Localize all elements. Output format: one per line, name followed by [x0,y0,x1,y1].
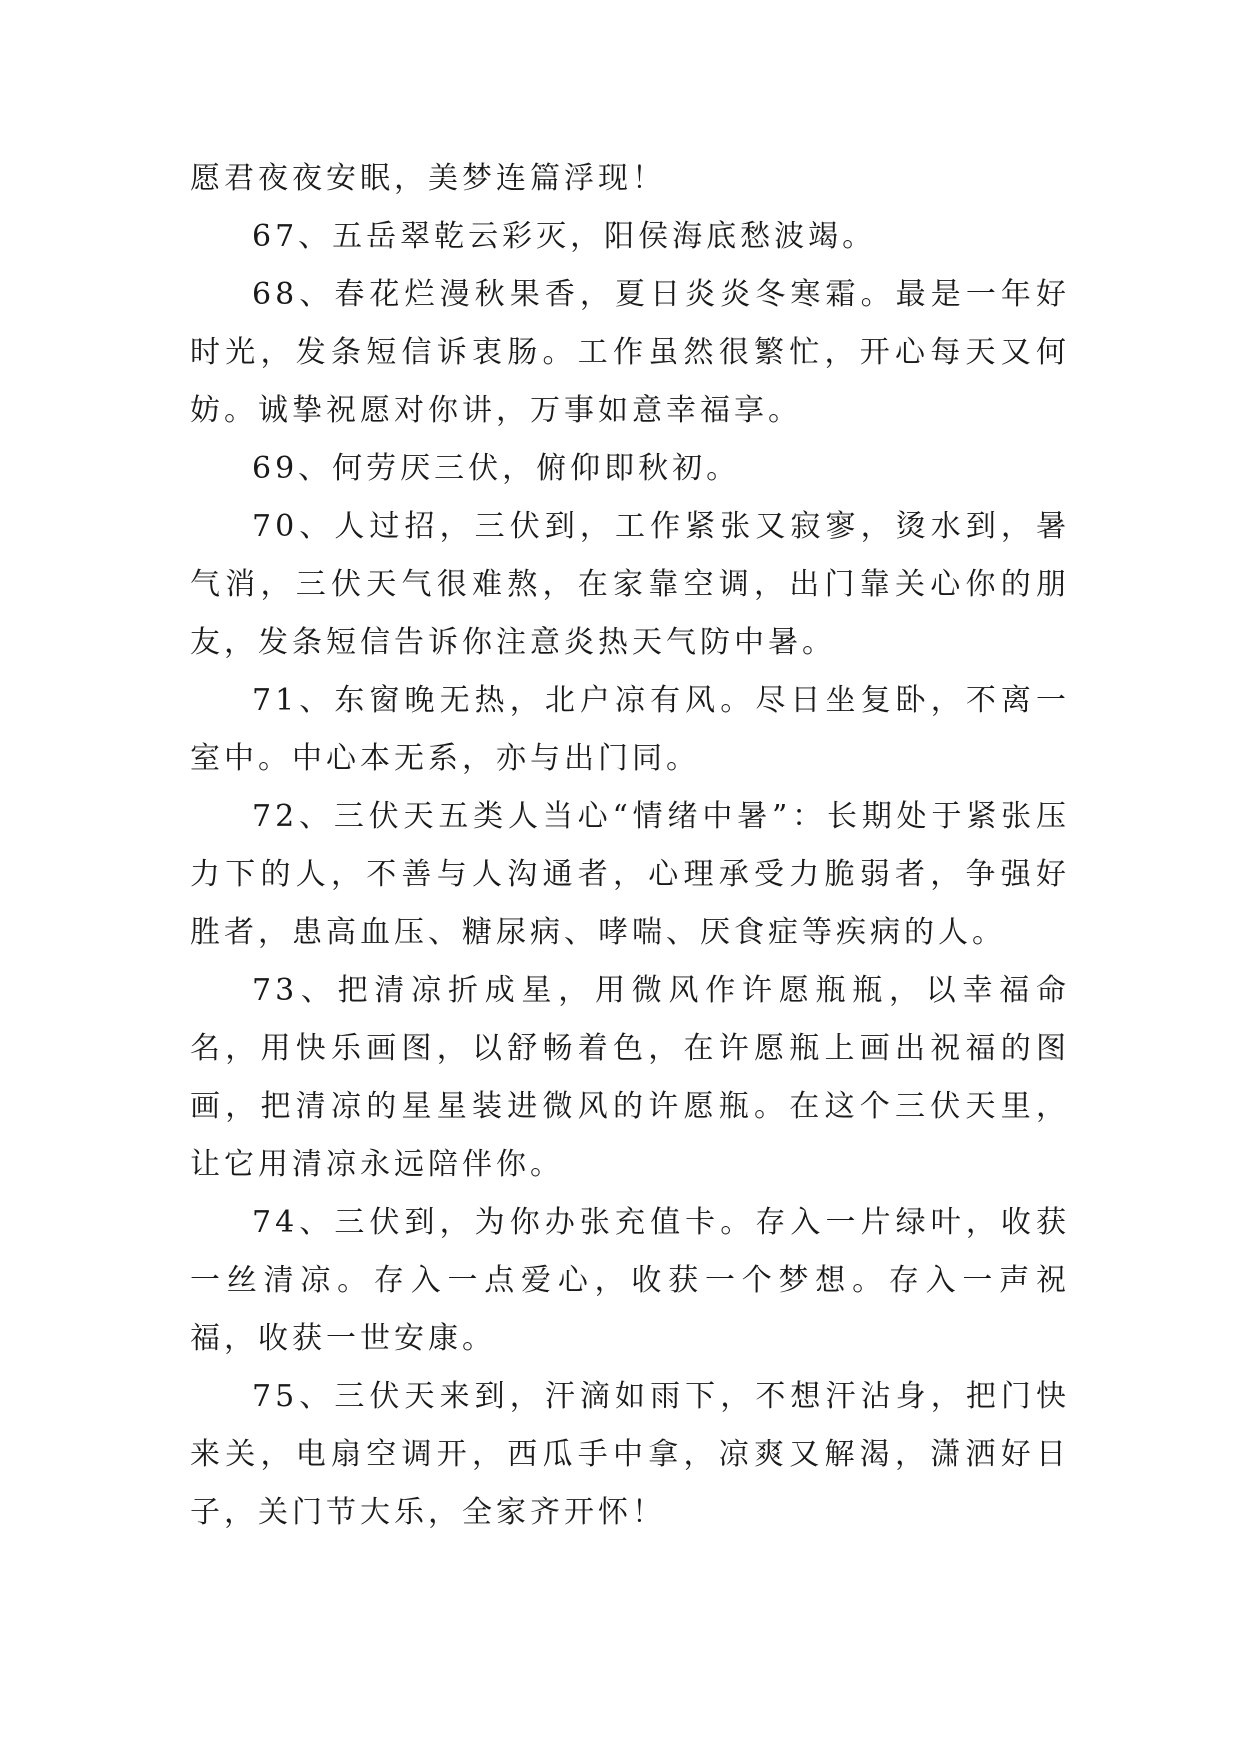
paragraph-71: 71、东窗晚无热，北户凉有风。尽日坐复卧，不离一室中。中心本无系，亦与出门同。 [190,683,1070,776]
paragraph-75: 75、三伏天来到，汗滴如雨下，不想汗沾身，把门快来关，电扇空调开，西瓜手中拿，凉爽又解渴，潇洒好日子，关门节大乐，全家齐开怀！ [190,1379,1070,1530]
paragraph-67: 67、五岳翠乾云彩灭，阳侯海底愁波竭。 [252,219,877,254]
paragraph-72: 72、三伏天五类人当心“情绪中暑”：长期处于紧张压力下的人，不善与人沟通者，心理承受力脆弱者，争强好胜者，患高血压、糖尿病、哮喘、厌食症等疾病的人。 [190,799,1070,950]
paragraph-69: 69、何劳厌三伏，俯仰即秋初。 [252,451,741,486]
paragraph-73: 73、把清凉折成星，用微风作许愿瓶瓶，以幸福命名，用快乐画图，以舒畅着色，在许愿瓶上画出祝福的图画，把清凉的星星装进微风的许愿瓶。在这个三伏天里，让它用清凉永远陪伴你。 [190,973,1070,1182]
paragraph-68: 68、春花烂漫秋果香，夏日炎炎冬寒霜。最是一年好时光，发条短信诉衷肠。工作虽然很繁忙，开心每天又何妨。诚挚祝愿对你讲，万事如意幸福享。 [190,277,1070,428]
paragraph-0: 愿君夜夜安眠，美梦连篇浮现！ [190,161,666,196]
paragraph-74: 74、三伏到，为你办张充值卡。存入一片绿叶，收获一丝清凉。存入一点爱心，收获一个梦想。存入一声祝福，收获一世安康。 [190,1205,1070,1356]
document-body [190,150,1070,1542]
paragraph-70: 70、人过招，三伏到，工作紧张又寂寥，烫水到，暑气消，三伏天气很难熬，在家靠空调，出门靠关心你的朋友，发条短信告诉你注意炎热天气防中暑。 [190,509,1070,660]
